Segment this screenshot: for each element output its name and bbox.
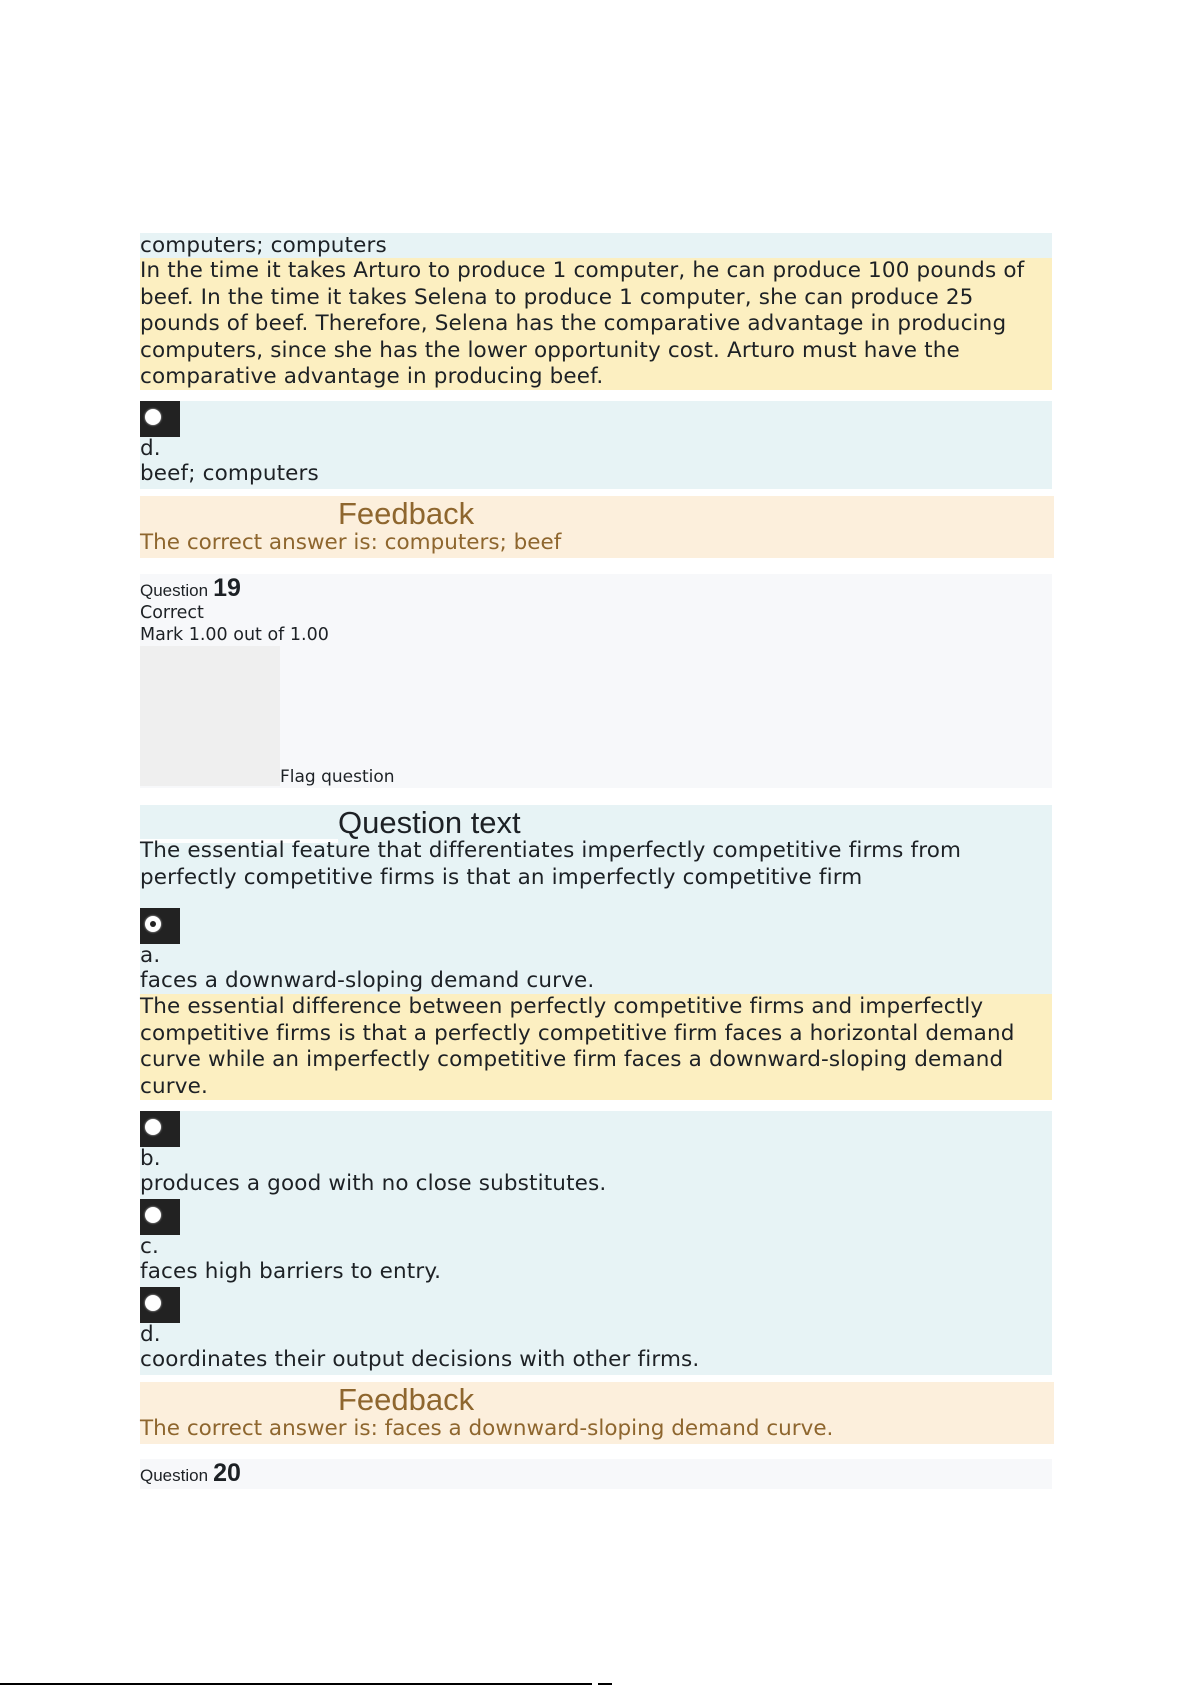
- question-number-value: 19: [213, 574, 241, 602]
- q19-option-d-letter: d.: [140, 1322, 161, 1347]
- explanation-line: competitive firms is that a perfectly competitive firm faces a horizontal demand: [140, 1020, 1015, 1046]
- explanation-line: comparative advantage in producing beef.: [140, 364, 604, 389]
- flag-question-link[interactable]: Flag question: [280, 767, 395, 787]
- explanation-line: beef. In the time it takes Selena to produce 1 computer, she can produce 25: [140, 284, 974, 310]
- radio-button-icon[interactable]: [140, 1111, 180, 1147]
- q18-option-c-explanation: [140, 258, 1052, 390]
- q19-option-b-text[interactable]: produces a good with no close substitutes.: [140, 1171, 607, 1196]
- question-number: [140, 1459, 241, 1488]
- explanation-line: computers, since she has the lower opportunity cost. Arturo must have the: [140, 337, 960, 363]
- q19-option-c-text[interactable]: faces high barriers to entry.: [140, 1259, 442, 1284]
- q19-option-b-letter: b.: [140, 1146, 161, 1171]
- q18-option-d-letter: d.: [140, 436, 161, 461]
- question-text-line: The essential feature that differentiates imperfectly competitive firms from: [140, 838, 962, 863]
- q19-option-a-letter: a.: [140, 943, 161, 968]
- q19-option-a-explanation: [140, 994, 1052, 1100]
- radio-button-icon[interactable]: [140, 1199, 180, 1235]
- q18-option-c: [140, 233, 1052, 261]
- q18-option-d[interactable]: [140, 401, 1052, 489]
- q19-options-bcd: [140, 1111, 1052, 1375]
- feedback-text: The correct answer is: computers; beef: [140, 530, 562, 555]
- q19-option-a-text[interactable]: faces a downward-sloping demand curve.: [140, 968, 595, 993]
- question-label: Question: [140, 581, 209, 600]
- explanation-line: curve while an imperfectly competitive firm faces a downward-sloping demand: [140, 1047, 1004, 1072]
- q19-option-d-text[interactable]: coordinates their output decisions with other firms.: [140, 1347, 700, 1372]
- explanation-line: curve.: [140, 1073, 208, 1099]
- question-text-heading: Question text: [338, 805, 521, 840]
- explanation-line: The essential difference between perfectly competitive firms and imperfectly: [140, 994, 984, 1019]
- q19-option-c-letter: c.: [140, 1234, 159, 1259]
- question-number: [140, 574, 241, 603]
- question-state: Correct: [140, 603, 204, 623]
- q18-feedback: [140, 496, 1054, 558]
- q19-question-text: [140, 805, 1052, 995]
- explanation-line: In the time it takes Arturo to produce 1 computer, he can produce 100 pounds of: [140, 258, 1025, 283]
- q19-info: [140, 574, 1052, 788]
- explanation-line: pounds of beef. Therefore, Selena has the comparative advantage in producing: [140, 311, 1007, 336]
- radio-button-icon[interactable]: [140, 401, 180, 437]
- flag-icon[interactable]: [140, 646, 280, 786]
- question-mark: Mark 1.00 out of 1.00: [140, 625, 329, 645]
- q20-info: [140, 1459, 1052, 1489]
- feedback-heading: Feedback: [338, 496, 475, 531]
- radio-button-icon[interactable]: [140, 908, 180, 944]
- q18-option-d-text: beef; computers: [140, 461, 319, 486]
- question-text-line: perfectly competitive firms is that an imperfectly competitive firm: [140, 865, 863, 890]
- q18-option-c-text: computers; computers: [140, 233, 387, 258]
- question-label: Question: [140, 1466, 209, 1485]
- radio-button-icon[interactable]: [140, 1287, 180, 1323]
- feedback-heading: Feedback: [338, 1382, 475, 1417]
- feedback-text: The correct answer is: faces a downward-sloping demand curve.: [140, 1416, 834, 1441]
- question-number-value: 20: [213, 1459, 241, 1487]
- q19-feedback: [140, 1382, 1054, 1444]
